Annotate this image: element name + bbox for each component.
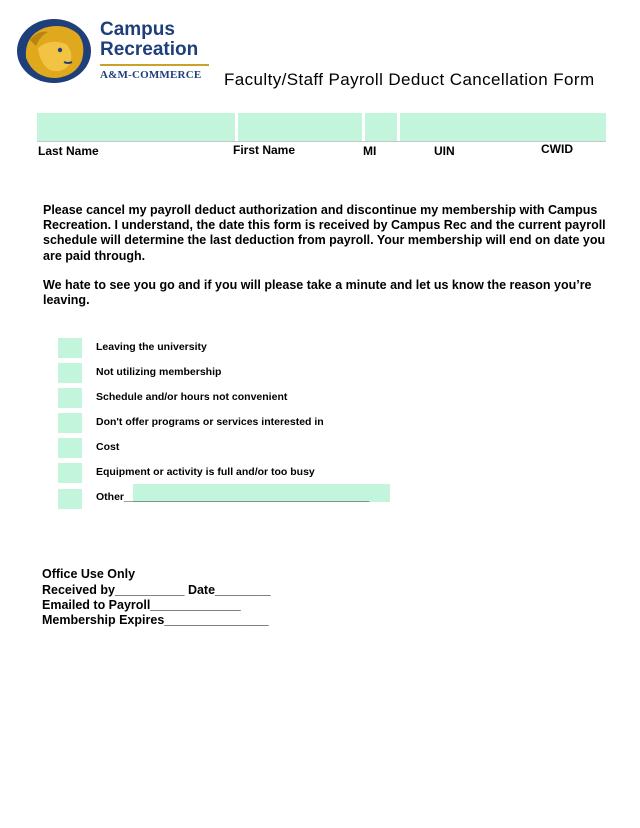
last-name-label: Last Name — [38, 144, 99, 158]
reason-label: Schedule and/or hours not convenient — [96, 391, 288, 403]
membership-expires-line: Membership Expires_______________ — [42, 613, 269, 627]
emailed-to-payroll-line: Emailed to Payroll_____________ — [42, 598, 241, 612]
reason-label: Leaving the university — [96, 341, 207, 353]
reason-label: Cost — [96, 441, 120, 453]
cwid-label: CWID — [541, 142, 573, 156]
received-by-line: Received by__________ Date________ — [42, 583, 271, 597]
brand-university: A&M-COMMERCE — [100, 69, 202, 81]
form-title: Faculty/Staff Payroll Deduct Cancellation Form — [224, 70, 595, 89]
brand-divider — [100, 64, 209, 66]
brand-name-line2: Recreation — [100, 39, 199, 60]
uin-cwid-field[interactable] — [400, 113, 606, 141]
first-name-label: First Name — [233, 143, 296, 157]
first-name-field[interactable] — [238, 113, 362, 141]
reason-label: Other__________________________________________ — [96, 491, 370, 503]
reason-checkbox[interactable] — [58, 489, 82, 509]
last-name-field[interactable] — [37, 113, 235, 141]
reason-label: Equipment or activity is full and/or too busy — [96, 466, 315, 478]
mi-label: MI — [363, 144, 377, 158]
reason-checkbox[interactable] — [58, 363, 82, 383]
office-use-heading: Office Use Only — [42, 567, 136, 581]
reason-label: Not utilizing membership — [96, 366, 222, 378]
feedback-request: We hate to see you go and if you will please take a minute and let us know the reason you’re leaving. — [43, 278, 592, 308]
reason-checkbox[interactable] — [58, 388, 82, 408]
reason-label: Don't offer programs or services interested in — [96, 416, 324, 428]
mi-field[interactable] — [365, 113, 397, 141]
reason-checkbox[interactable] — [58, 463, 82, 483]
cancellation-statement: Please cancel my payroll deduct authorization and discontinue my membership with Campus Recreation. I understand, the date this form is received by Campus Rec and the current payroll schedule will determine the last deduction from payroll. Your membership will end on date you are paid through. — [43, 203, 606, 263]
brand-name-line1: Campus — [100, 19, 175, 40]
lion-mascot-icon — [16, 18, 92, 84]
reason-checkbox[interactable] — [58, 338, 82, 358]
uin-label: UIN — [434, 144, 455, 158]
reason-checkbox[interactable] — [58, 413, 82, 433]
reason-checkbox[interactable] — [58, 438, 82, 458]
field-underline — [37, 141, 606, 142]
